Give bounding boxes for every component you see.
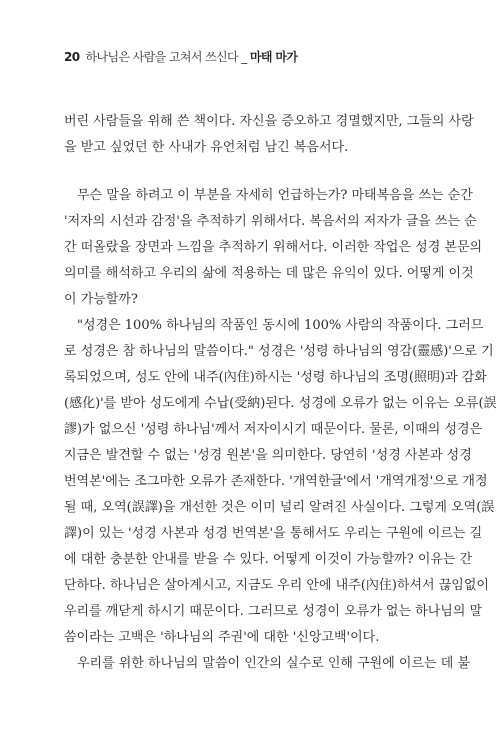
body-line: 우리를 깨닫게 하시기 때문이다. 그러므로 성경이 오류가 없는 하나님의 말	[64, 604, 483, 619]
body-line: 이 가능할까?	[64, 292, 138, 307]
chapter-name: 마태 마가	[249, 50, 298, 64]
body-line: (感化)'를 받아 성도에게 수납(受納)된다. 성경에 오류가 없는 이유는 오류(誤	[64, 396, 497, 411]
body-line: 譯)이 있는 '성경 사본과 성경 번역본'을 통해서도 우리는 구원에 이르는 길	[64, 526, 483, 541]
body-line: 될 때, 오역(誤譯)을 개선한 것은 이미 널리 알려진 사실이다. 그렇게 오역(誤	[64, 500, 495, 515]
body-line: 우리를 위한 하나님의 말씀이 인간의 실수로 인해 구원에 이르는 데 불	[77, 656, 470, 671]
body-line: 謬)가 없으신 '성령 하나님'께서 저자이시기 때문이다. 물론, 이때의 성경은	[64, 422, 483, 437]
body-line: "성경은 100% 하나님의 작품인 동시에 100% 사람의 작품이다. 그러므	[77, 318, 484, 333]
book-title: 하나님은 사람을 고쳐서 쓰신다 _	[85, 50, 247, 64]
running-header	[64, 50, 297, 64]
body-line: 로 성경은 참 하나님의 말씀이다." 성경은 '성령 하나님의 영감(靈感)'으로 기	[64, 344, 494, 359]
body-line: '저자의 시선과 감정'을 추적하기 위해서다. 복음서의 저자가 글을 쓰는 순	[64, 214, 477, 229]
body-line: 간 떠올랐을 장면과 느낌을 추적하기 위해서다. 이러한 작업은 성경 본문의	[64, 240, 483, 255]
body-line: 에 대한 충분한 안내를 받을 수 있다. 어떻게 이것이 가능할까? 이유는 간	[64, 552, 473, 567]
body-line: 무슨 말을 하려고 이 부분을 자세히 언급하는가? 마태복음을 쓰는 순간	[77, 188, 473, 203]
body-line: 번역본'에는 조그마한 오류가 존재한다. '개역한글'에서 '개역개정'으로 개정	[64, 474, 488, 489]
body-line: 씀이라는 고백은 '하나님의 주권'에 대한 '신앙고백'이다.	[64, 630, 380, 645]
page-number: 20	[64, 50, 80, 64]
body-line: 버린 사람들을 위해 쓴 책이다. 자신을 증오하고 경멸했지만, 그들의 사랑	[64, 114, 474, 129]
body-line: 단하다. 하나님은 살아계시고, 지금도 우리 안에 내주(內住)하셔서 끊임없이	[64, 578, 489, 593]
body-line: 록되었으며, 성도 안에 내주(內住)하시는 '성령 하나님의 조명(照明)과 감화	[64, 370, 487, 385]
body-line: 지금은 발견할 수 없는 '성경 원본'을 의미한다. 당연히 '성경 사본과 성경	[64, 448, 472, 463]
body-line: 의미를 해석하고 우리의 삶에 적용하는 데 많은 유익이 있다. 어떻게 이것	[64, 266, 474, 281]
body-line: 을 받고 싶었던 한 사내가 유언처럼 남긴 복음서다.	[64, 140, 349, 155]
